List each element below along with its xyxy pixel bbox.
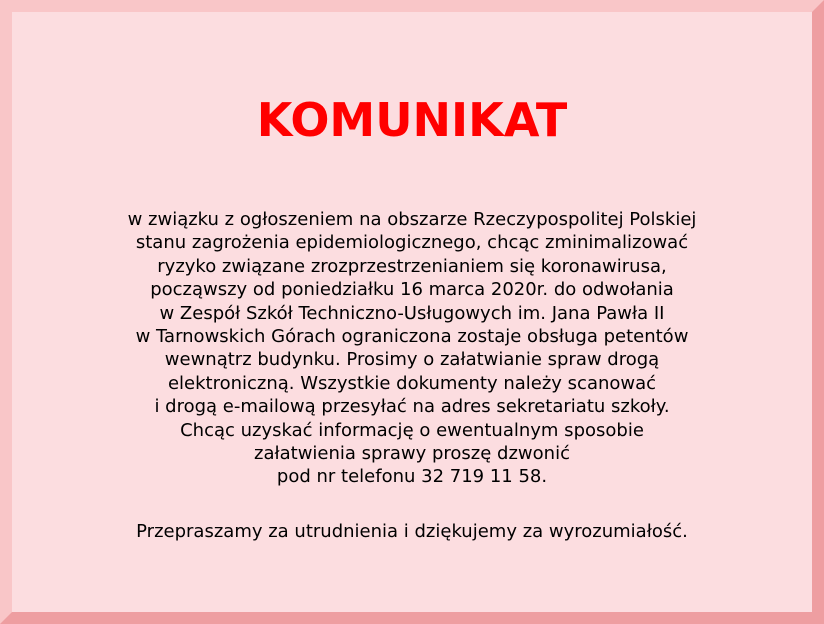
notice-body-line: ryzyko związane zrozprzestrzenianiem się koronawirusa,	[157, 255, 667, 277]
notice-body-line: stanu zagrożenia epidemiologicznego, chcąc zminimalizować	[135, 232, 689, 254]
notice-body-line: i drogą e-mailową przesyłać na adres sekretariatu szkoły.	[154, 396, 670, 418]
notice-body-line: Chcąc uzyskać informację o ewentualnym sposobie	[180, 419, 644, 441]
notice-body-line: wewnątrz budynku. Prosimy o załatwianie spraw drogą	[164, 349, 660, 371]
notice-body-line: pod nr telefonu 32 719 11 58.	[276, 466, 548, 488]
notice-title: KOMUNIKAT	[256, 93, 568, 147]
notice-closing: Przepraszamy za utrudnienia i dziękujemy za wyrozumiałość.	[136, 521, 688, 542]
notice-body-line: elektroniczną. Wszystkie dokumenty należy scanować	[167, 372, 657, 394]
notice-body-line: w Tarnowskich Górach ograniczona zostaje obsługa petentów	[135, 326, 689, 348]
notice-body-line: w Zespół Szkół Techniczno-Usługowych im. Jana Pawła II	[159, 302, 665, 324]
notice-body	[12, 208, 812, 489]
notice-body-line: w związku z ogłoszeniem na obszarze Rzeczypospolitej Polskiej	[127, 209, 697, 230]
notice-body-line: począwszy od poniedziałku 16 marca 2020r. do odwołania	[150, 279, 674, 301]
notice-body-line: załatwienia sprawy proszę dzwonić	[254, 443, 570, 465]
